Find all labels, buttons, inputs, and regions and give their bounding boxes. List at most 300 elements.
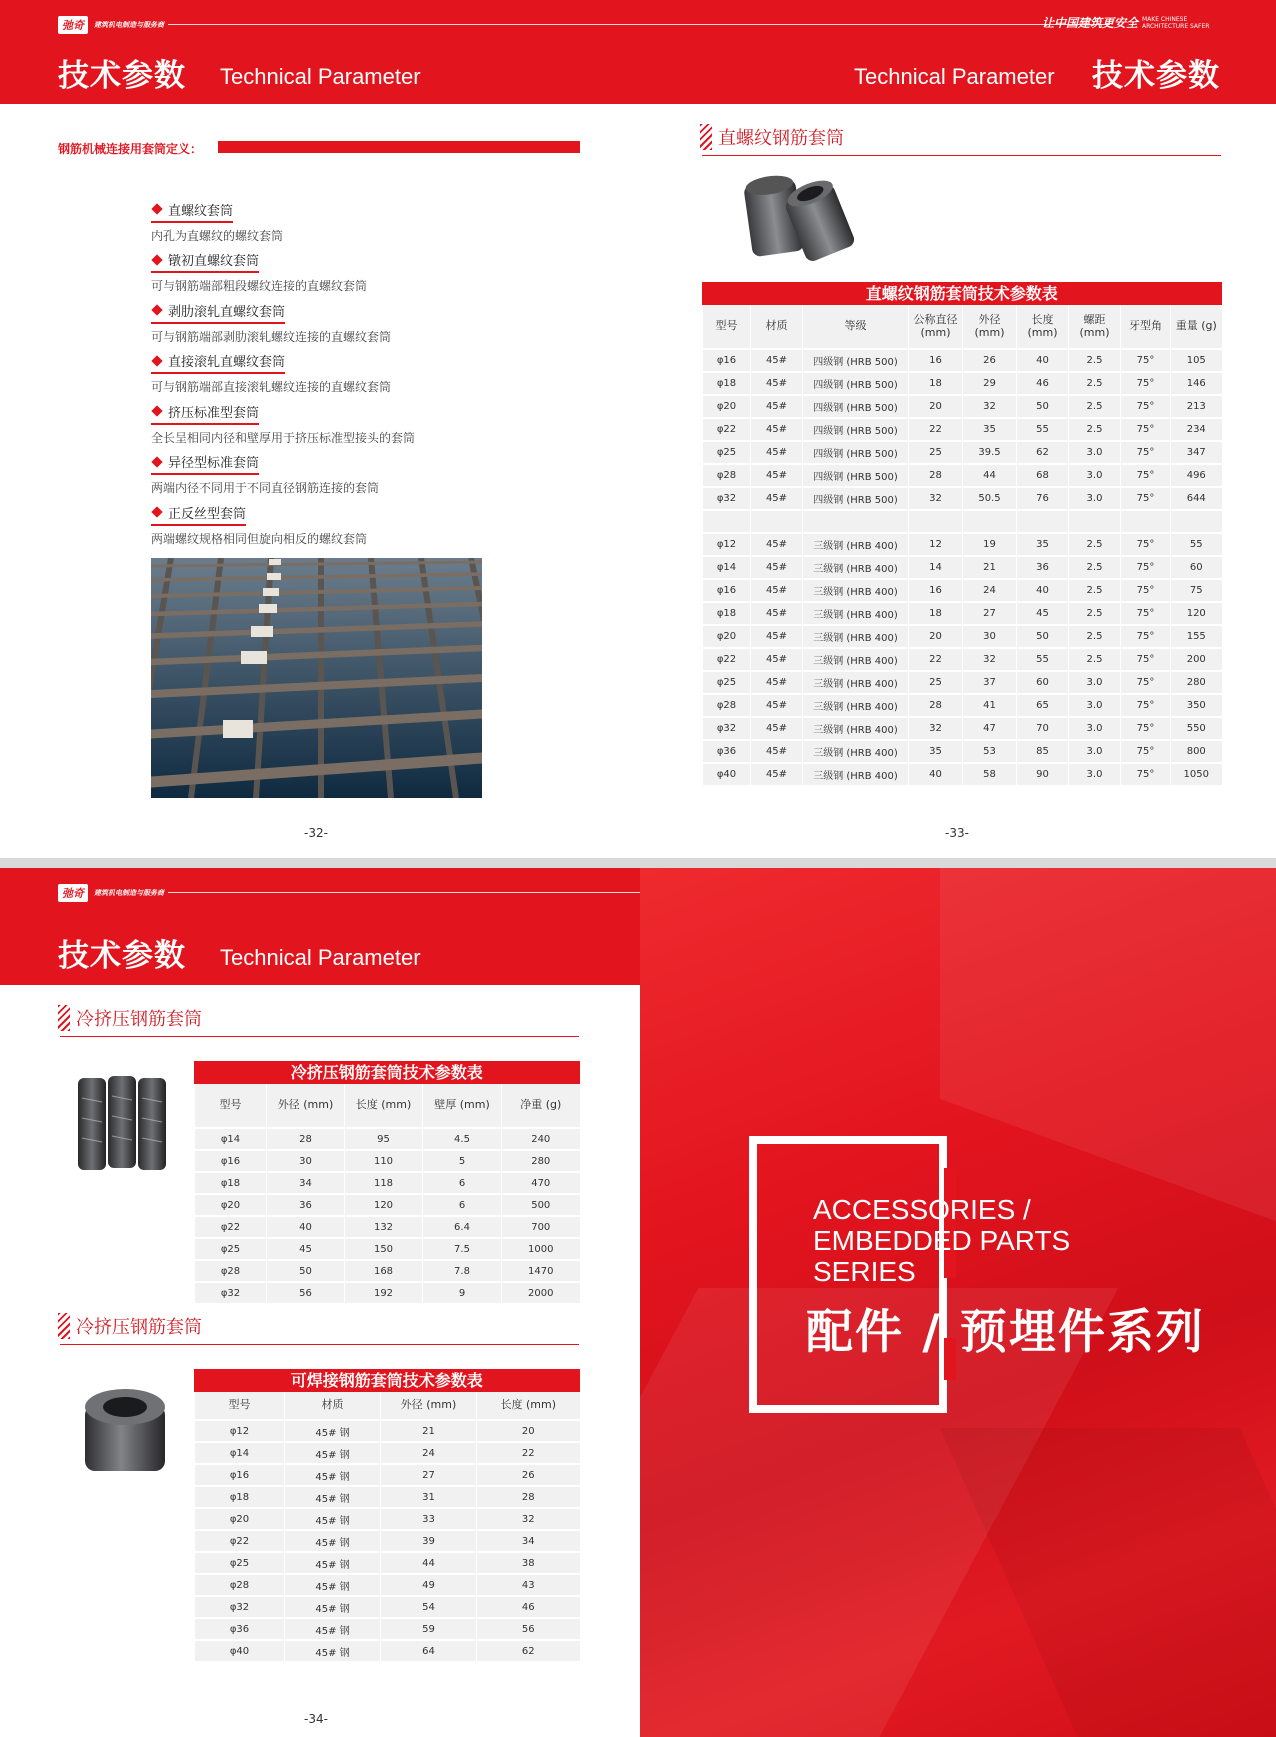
stripes-icon xyxy=(58,1005,70,1031)
table-row xyxy=(195,1282,580,1304)
col-header: 外径 (mm) xyxy=(381,1392,477,1420)
section-title-text: 冷挤压钢筋套筒 xyxy=(76,1009,202,1030)
table-cell: 19 xyxy=(963,533,1017,556)
table-cell: 240 xyxy=(502,1128,580,1150)
table-cell: 168 xyxy=(345,1260,423,1282)
table-cell: 70 xyxy=(1017,717,1069,740)
definition-title: 钢筋机械连接用套筒定义： xyxy=(58,142,203,156)
table-cell: 75° xyxy=(1121,625,1171,648)
table-cell: 45# xyxy=(751,395,803,418)
table-cell: 31 xyxy=(381,1486,477,1508)
table-cell: 45# 钢 xyxy=(285,1420,381,1442)
page-title-en: Technical Parameter xyxy=(220,64,421,89)
table-cell: 45# xyxy=(751,671,803,694)
table-row xyxy=(195,1128,580,1150)
table-cell: φ32 xyxy=(195,1596,285,1618)
table-cell: 45# 钢 xyxy=(285,1640,381,1662)
table-cell: 75° xyxy=(1121,648,1171,671)
type-desc: 可与钢筋端部剥肋滚轧螺纹连接的直螺纹套筒 xyxy=(151,329,392,344)
col-header: 螺距 (mm) xyxy=(1069,305,1121,349)
table-cell: 三级钢 (HRB 400) xyxy=(803,717,909,740)
table-cell: φ16 xyxy=(703,579,751,602)
table-cell: φ32 xyxy=(195,1282,267,1304)
table-row xyxy=(703,579,1222,602)
table-cell: φ28 xyxy=(195,1574,285,1596)
table-cell: 90 xyxy=(1017,763,1069,786)
table-cell: 45# xyxy=(751,740,803,763)
col-header: 净重 (g) xyxy=(502,1084,580,1128)
table-cell: 三级钢 (HRB 400) xyxy=(803,763,909,786)
table-row xyxy=(703,717,1222,740)
table-cell: 45# 钢 xyxy=(285,1530,381,1552)
table-cell: 45# xyxy=(751,487,803,510)
table-cell: 155 xyxy=(1171,625,1222,648)
table-cell: 28 xyxy=(909,694,963,717)
table-row xyxy=(195,1486,580,1508)
table-row xyxy=(195,1442,580,1464)
table-header-row xyxy=(195,1084,580,1128)
table-cell: 45# 钢 xyxy=(285,1552,381,1574)
cold-sleeve-image xyxy=(72,1068,172,1182)
cover-title-en xyxy=(813,1194,1070,1287)
table-cell: 54 xyxy=(381,1596,477,1618)
col-header: 壁厚 (mm) xyxy=(423,1084,502,1128)
table-cell: 27 xyxy=(963,602,1017,625)
table-cell: φ14 xyxy=(195,1128,267,1150)
table-cell: 45# xyxy=(751,602,803,625)
table-cell: 20 xyxy=(909,625,963,648)
table-row xyxy=(703,671,1222,694)
table-cell: 280 xyxy=(1171,671,1222,694)
table-cell: 45# xyxy=(751,556,803,579)
table-cell: 22 xyxy=(909,648,963,671)
table-cell: 47 xyxy=(963,717,1017,740)
table-cell: φ36 xyxy=(703,740,751,763)
table-cell: 550 xyxy=(1171,717,1222,740)
table-cell: φ16 xyxy=(195,1150,267,1172)
table-cell: 22 xyxy=(477,1442,580,1464)
table-cell: 50 xyxy=(267,1260,345,1282)
table-row xyxy=(195,1238,580,1260)
type-desc: 两端内径不同用于不同直径钢筋连接的套筒 xyxy=(151,481,380,495)
col-header: 长度 (mm) xyxy=(477,1392,580,1420)
table-cell: 40 xyxy=(1017,349,1069,372)
table-cell: 75° xyxy=(1121,740,1171,763)
table-cell: 65 xyxy=(1017,694,1069,717)
table-row xyxy=(195,1508,580,1530)
table-cell: 59 xyxy=(381,1618,477,1640)
table-cell: φ25 xyxy=(703,671,751,694)
table-cell: 3.0 xyxy=(1069,694,1121,717)
table-cell: 50 xyxy=(1017,395,1069,418)
spread-page-34-cover xyxy=(0,868,1276,1737)
table-cell: 7.5 xyxy=(423,1238,502,1260)
diamond-bullet-icon xyxy=(151,405,162,416)
table-cell: 32 xyxy=(909,487,963,510)
table-cell: 75° xyxy=(1121,372,1171,395)
table-cell: 39 xyxy=(381,1530,477,1552)
table-cell: φ20 xyxy=(195,1508,285,1530)
table-cell: 45# xyxy=(751,694,803,717)
table-cell: 27 xyxy=(381,1464,477,1486)
section-title-cold xyxy=(58,1005,202,1031)
section-underline xyxy=(60,1344,579,1345)
table-cell: 1050 xyxy=(1171,763,1222,786)
logo-tagline: 建筑机电制造与服务商 xyxy=(94,889,164,897)
type-name: 镦初直螺纹套筒 xyxy=(168,254,260,269)
table-cell: 44 xyxy=(963,464,1017,487)
straight-sleeve-table xyxy=(702,282,1222,787)
type-name: 正反丝型套筒 xyxy=(168,506,247,522)
table-cell: 64 xyxy=(381,1640,477,1662)
table-cell: 30 xyxy=(963,625,1017,648)
stripes-icon xyxy=(700,124,712,150)
table-cell: 三级钢 (HRB 400) xyxy=(803,533,909,556)
table-cell: 7.8 xyxy=(423,1260,502,1282)
stripes-icon xyxy=(58,1313,70,1339)
weld-table-body xyxy=(195,1420,580,1662)
table-cell: 3.0 xyxy=(1069,717,1121,740)
table-cell: 2.5 xyxy=(1069,579,1121,602)
table-cell: φ25 xyxy=(195,1238,267,1260)
table-cell: 500 xyxy=(502,1194,580,1216)
table-cell: 45# 钢 xyxy=(285,1508,381,1530)
rebar-grid-photo xyxy=(151,558,482,798)
table-cell: 35 xyxy=(1017,533,1069,556)
section-underline xyxy=(60,1036,579,1037)
table-cell: 700 xyxy=(502,1216,580,1238)
table-cell: φ18 xyxy=(195,1172,267,1194)
table-cell: 40 xyxy=(267,1216,345,1238)
table-cell: 76 xyxy=(1017,487,1069,510)
table-row xyxy=(195,1574,580,1596)
table-title: 可焊接钢筋套筒技术参数表 xyxy=(194,1369,580,1392)
table-cell: 75° xyxy=(1121,349,1171,372)
header-rule xyxy=(168,24,1110,25)
table-cell xyxy=(1069,510,1121,533)
header-band-34 xyxy=(0,868,640,985)
table-row xyxy=(703,441,1222,464)
table-cell: 75° xyxy=(1121,763,1171,786)
definition-bar xyxy=(218,141,580,153)
spread-pages-32-33 xyxy=(0,0,1276,858)
col-header: 材质 xyxy=(285,1392,381,1420)
table-cell: 1000 xyxy=(502,1238,580,1260)
table-cell: φ40 xyxy=(703,763,751,786)
table-cell: φ20 xyxy=(195,1194,267,1216)
table-cell: 40 xyxy=(1017,579,1069,602)
table-cell: φ18 xyxy=(195,1486,285,1508)
table-cell: 75° xyxy=(1121,441,1171,464)
table-cell: 44 xyxy=(381,1552,477,1574)
type-item xyxy=(151,501,531,547)
page-title-en: Technical Parameter xyxy=(220,945,421,970)
series-cover xyxy=(640,868,1276,1737)
page-title-en-right: Technical Parameter xyxy=(854,64,1055,89)
table-cell: 95 xyxy=(345,1128,423,1150)
rebar-grid-illustration xyxy=(151,558,482,798)
table-cell: 24 xyxy=(963,579,1017,602)
section-title-text: 冷挤压钢筋套筒 xyxy=(76,1317,202,1338)
type-name: 直螺纹套筒 xyxy=(168,203,234,219)
table-cell: 26 xyxy=(477,1464,580,1486)
diamond-bullet-icon xyxy=(151,203,162,214)
table-cell: φ18 xyxy=(703,372,751,395)
table-cell: 35 xyxy=(909,740,963,763)
table-row xyxy=(703,395,1222,418)
table-cell: 45# 钢 xyxy=(285,1486,381,1508)
table-cell: 28 xyxy=(477,1486,580,1508)
table-cell: 45# xyxy=(751,533,803,556)
section-title-straight xyxy=(700,124,844,150)
table-cell: 75° xyxy=(1121,671,1171,694)
table-cell: 45# xyxy=(751,763,803,786)
header-band xyxy=(0,0,1276,104)
table-row xyxy=(195,1640,580,1662)
type-desc: 内孔为直螺纹的螺纹套筒 xyxy=(151,228,284,243)
slogan-cn: 让中国建筑更安全 xyxy=(1041,16,1138,30)
page-number-32: -32- xyxy=(304,826,328,840)
table-cell: 46 xyxy=(1017,372,1069,395)
table-cell: 45# 钢 xyxy=(285,1574,381,1596)
table-cell: φ25 xyxy=(195,1552,285,1574)
table-cell: φ40 xyxy=(195,1640,285,1662)
brand-logo xyxy=(58,16,164,34)
table-cell: 2000 xyxy=(502,1282,580,1304)
table-cell: φ16 xyxy=(195,1464,285,1486)
brand-slogan xyxy=(1042,14,1222,31)
table-cell: 55 xyxy=(1017,648,1069,671)
table-cell: φ36 xyxy=(195,1618,285,1640)
table-cell: 45# 钢 xyxy=(285,1464,381,1486)
section-underline xyxy=(702,155,1221,156)
page-title-cn-right: 技术参数 xyxy=(1092,58,1220,94)
table-cell: 2.5 xyxy=(1069,395,1121,418)
table-cell: 46 xyxy=(477,1596,580,1618)
table-cell: 2.5 xyxy=(1069,648,1121,671)
table-row xyxy=(703,349,1222,372)
type-name: 剥肋滚轧直螺纹套筒 xyxy=(168,304,286,320)
table-cell: 37 xyxy=(963,671,1017,694)
table-cell: 6 xyxy=(423,1172,502,1194)
table-cell: 45 xyxy=(267,1238,345,1260)
table-cell xyxy=(703,510,751,533)
table-cell: φ22 xyxy=(195,1216,267,1238)
table-cell xyxy=(803,510,909,533)
table-cell: 75° xyxy=(1121,533,1171,556)
table-cell: 68 xyxy=(1017,464,1069,487)
type-desc: 可与钢筋端部直接滚轧螺纹连接的直螺纹套筒 xyxy=(151,380,392,394)
table-cell: 45# xyxy=(751,579,803,602)
table-cell: 200 xyxy=(1171,648,1222,671)
table-row xyxy=(195,1260,580,1282)
table-cell: 146 xyxy=(1171,372,1222,395)
table-cell: 45# xyxy=(751,717,803,740)
table-cell: 213 xyxy=(1171,395,1222,418)
type-desc: 全长呈相同内径和壁厚用于挤压标准型接头的套筒 xyxy=(151,430,416,445)
table-cell: 45# xyxy=(751,464,803,487)
table-cell: 三级钢 (HRB 400) xyxy=(803,648,909,671)
table-cell: 3.0 xyxy=(1069,763,1121,786)
table-cell: φ28 xyxy=(195,1260,267,1282)
table-cell: 2.5 xyxy=(1069,349,1121,372)
type-name: 直接滚轧直螺纹套筒 xyxy=(168,355,286,370)
type-item xyxy=(151,198,531,244)
brand-logo xyxy=(58,884,164,902)
table-cell: 四级钢 (HRB 500) xyxy=(803,464,909,487)
table-row xyxy=(703,418,1222,441)
table-cell: 45# xyxy=(751,372,803,395)
table-cell: 118 xyxy=(345,1172,423,1194)
table-cell: 56 xyxy=(267,1282,345,1304)
slogan-en: MAKE CHINESE ARCHITECTURE SAFER xyxy=(1142,15,1210,30)
table-row xyxy=(703,648,1222,671)
table-cell: 496 xyxy=(1171,464,1222,487)
page-number-33: -33- xyxy=(945,826,969,840)
col-header: 型号 xyxy=(195,1084,267,1128)
cold-sleeve-table xyxy=(194,1061,580,1305)
table-cell: φ18 xyxy=(703,602,751,625)
table-cell: 2.5 xyxy=(1069,556,1121,579)
sleeve-pair-illustration xyxy=(742,170,862,262)
table-cell: 三级钢 (HRB 400) xyxy=(803,579,909,602)
type-item xyxy=(151,299,531,345)
table-cell: 234 xyxy=(1171,418,1222,441)
type-desc: 可与钢筋端部粗段螺纹连接的直螺纹套筒 xyxy=(151,279,368,293)
table-cell: φ14 xyxy=(195,1442,285,1464)
table-cell: 120 xyxy=(345,1194,423,1216)
table-cell: 62 xyxy=(477,1640,580,1662)
table-cell: 45 xyxy=(1017,602,1069,625)
table-cell: 45# 钢 xyxy=(285,1618,381,1640)
table-cell: 20 xyxy=(477,1420,580,1442)
table-cell: φ16 xyxy=(703,349,751,372)
col-header: 长度 (mm) xyxy=(1017,305,1069,349)
table-row xyxy=(703,625,1222,648)
type-name: 异径型标准套筒 xyxy=(168,456,260,471)
table-cell: 35 xyxy=(963,418,1017,441)
table-cell: φ32 xyxy=(703,487,751,510)
table-cell: 132 xyxy=(345,1216,423,1238)
table-cell: 75 xyxy=(1171,579,1222,602)
col-header: 型号 xyxy=(703,305,751,349)
table-cell: 5 xyxy=(423,1150,502,1172)
table-cell: 55 xyxy=(1017,418,1069,441)
table-row xyxy=(195,1464,580,1486)
table-row xyxy=(703,464,1222,487)
table-cell: φ20 xyxy=(703,625,751,648)
table-cell: 26 xyxy=(963,349,1017,372)
table-cell: 38 xyxy=(477,1552,580,1574)
table-cell: φ22 xyxy=(703,648,751,671)
table-cell: 6 xyxy=(423,1194,502,1216)
table-cell: 75° xyxy=(1121,395,1171,418)
page-title-cn: 技术参数 xyxy=(58,938,186,974)
cover-title-en-line: EMBEDDED PARTS xyxy=(813,1225,1071,1256)
col-header: 外径 (mm) xyxy=(963,305,1017,349)
table-cell: 45# 钢 xyxy=(285,1442,381,1464)
table-cell: 85 xyxy=(1017,740,1069,763)
col-header: 牙型角 xyxy=(1121,305,1171,349)
table-row xyxy=(703,487,1222,510)
straight-table-body xyxy=(703,349,1222,786)
table-cell: 12 xyxy=(909,533,963,556)
table-cell xyxy=(751,510,803,533)
table-cell: 75° xyxy=(1121,579,1171,602)
table-cell: 1470 xyxy=(502,1260,580,1282)
table-cell: φ32 xyxy=(703,717,751,740)
weld-sleeve-image xyxy=(80,1383,170,1487)
table-cell: φ28 xyxy=(703,694,751,717)
col-header: 重量 (g) xyxy=(1171,305,1222,349)
sleeve-type-list xyxy=(151,198,531,552)
table-cell: 四级钢 (HRB 500) xyxy=(803,418,909,441)
col-header: 公称直径 (mm) xyxy=(909,305,963,349)
table-cell: 40 xyxy=(909,763,963,786)
col-header: 外径 (mm) xyxy=(267,1084,345,1128)
table-header-row xyxy=(703,305,1222,349)
table-cell: 2.5 xyxy=(1069,418,1121,441)
straight-sleeve-image xyxy=(742,170,862,266)
table-cell: 55 xyxy=(1171,533,1222,556)
table-cell xyxy=(1017,510,1069,533)
table-cell: 三级钢 (HRB 400) xyxy=(803,556,909,579)
page-number-34: -34- xyxy=(304,1712,328,1726)
table-cell: 62 xyxy=(1017,441,1069,464)
table-cell: 110 xyxy=(345,1150,423,1172)
cover-title-cn: 配件 / 预埋件系列 xyxy=(806,1305,1205,1360)
table-cell: 3.0 xyxy=(1069,740,1121,763)
table-cell: 9 xyxy=(423,1282,502,1304)
table-cell: 347 xyxy=(1171,441,1222,464)
table-cell: 32 xyxy=(477,1508,580,1530)
table-row xyxy=(703,602,1222,625)
cold-table-body xyxy=(195,1128,580,1304)
table-cell: 25 xyxy=(909,441,963,464)
table-cell: 30 xyxy=(267,1150,345,1172)
table-row xyxy=(703,556,1222,579)
table-cell: 105 xyxy=(1171,349,1222,372)
table-cell: 45# 钢 xyxy=(285,1596,381,1618)
table-cell: 四级钢 (HRB 500) xyxy=(803,441,909,464)
table-cell: 43 xyxy=(477,1574,580,1596)
table-row xyxy=(195,1216,580,1238)
table-cell: 2.5 xyxy=(1069,602,1121,625)
diamond-bullet-icon xyxy=(151,506,162,517)
table-cell: 45# xyxy=(751,648,803,671)
table-cell: 53 xyxy=(963,740,1017,763)
table-cell: 18 xyxy=(909,372,963,395)
table-cell: φ14 xyxy=(703,556,751,579)
table-cell: 四级钢 (HRB 500) xyxy=(803,372,909,395)
col-header: 等级 xyxy=(803,305,909,349)
logo-mark: 弛奇 xyxy=(58,884,88,902)
table-cell: 16 xyxy=(909,349,963,372)
type-name: 挤压标准型套筒 xyxy=(168,405,260,421)
table-cell: 350 xyxy=(1171,694,1222,717)
table-cell: 28 xyxy=(267,1128,345,1150)
logo-mark: 弛奇 xyxy=(58,16,88,34)
table-cell: 32 xyxy=(963,648,1017,671)
type-item xyxy=(151,249,531,295)
weld-sleeve-table xyxy=(194,1369,580,1663)
table-cell: 三级钢 (HRB 400) xyxy=(803,602,909,625)
diamond-bullet-icon xyxy=(151,304,162,315)
section-title-text: 直螺纹钢筋套筒 xyxy=(718,128,844,149)
table-cell: 75° xyxy=(1121,418,1171,441)
table-title: 直螺纹钢筋套筒技术参数表 xyxy=(702,282,1222,305)
table-cell: 3.0 xyxy=(1069,464,1121,487)
